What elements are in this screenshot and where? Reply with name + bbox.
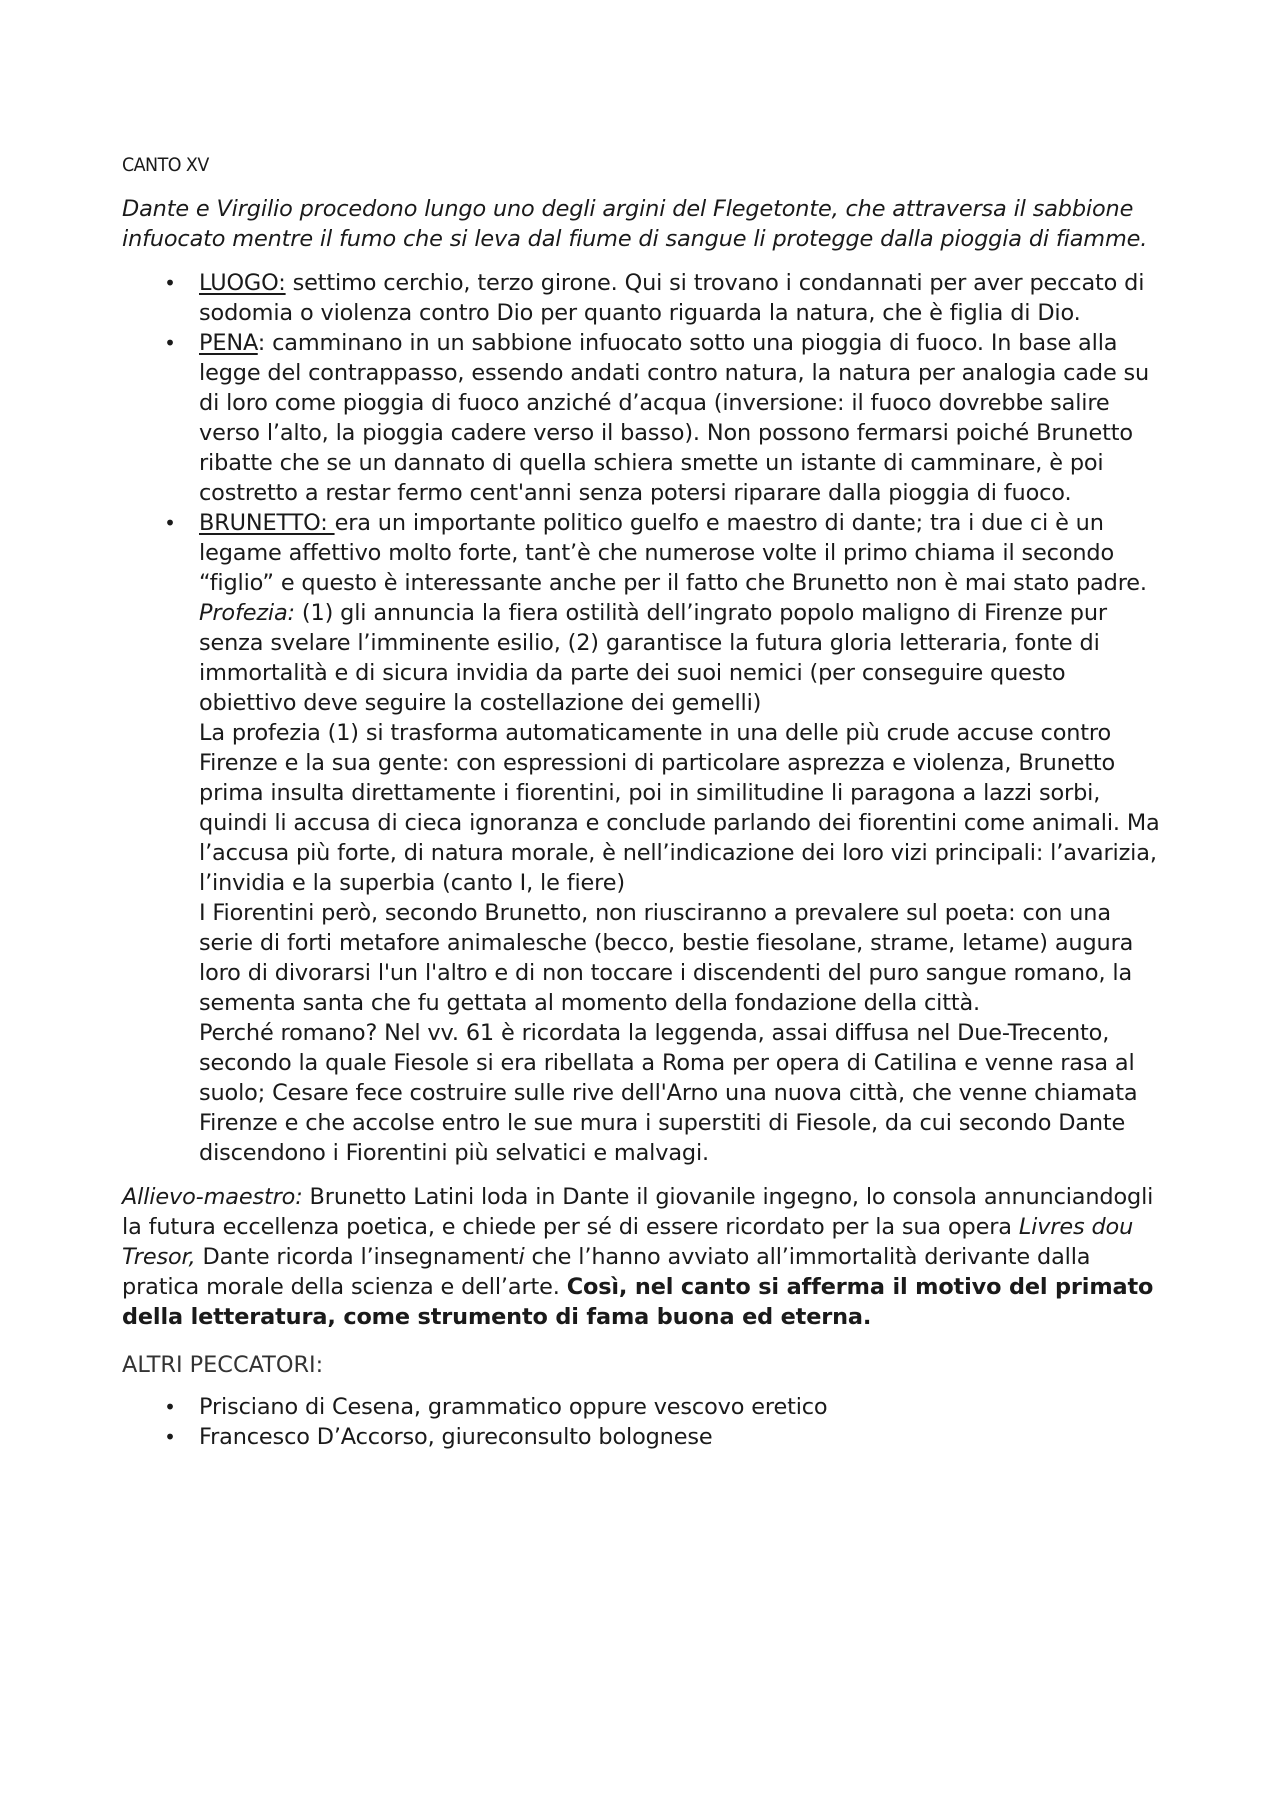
profezia-paragraph xyxy=(199,598,1160,718)
allievo-bold-text: Così, nel canto si afferma il motivo del primato della letteratura, come strumento di fama buona ed eterna. xyxy=(122,1274,1154,1330)
luogo-label: LUOGO: xyxy=(199,270,286,296)
allievo-text-2: Dante ricorda l’insegnament xyxy=(195,1244,519,1270)
allievo-text-1: Brunetto Latini loda in Dante il giovanile ingegno, lo consola annunciandogli la futura eccellenza poetica, e chiede per sé di essere ricordato per la sua opera xyxy=(122,1184,1154,1240)
bullet-icon: • xyxy=(164,271,176,295)
brunetto-text: era un importante politico guelfo e maestro di dante; tra i due ci è un legame affettivo molto forte, tant’è che numerose volte il primo chiama il secondo “figlio” e questo è interessante anche per il fatto che Brunetto non è mai stato padre. xyxy=(199,510,1147,596)
list-item xyxy=(122,1392,1160,1422)
list-item-brunetto xyxy=(122,508,1160,1168)
allievo-maestro-paragraph xyxy=(122,1182,1160,1332)
altri-peccatori-heading: ALTRI PECCATORI: xyxy=(122,1352,324,1378)
list-item-text: Francesco D’Accorso, giureconsulto bolognese xyxy=(199,1424,713,1450)
profezia-text: (1) gli annuncia la fiera ostilità dell’ingrato popolo maligno di Firenze pur senza svelare l’imminente esilio, (2) garantisce la futura gloria letteraria, fonte di immortalità e di sicura invidia da parte dei suoi nemici (per conseguire questo obiettivo deve seguire la costellazione dei gemelli) xyxy=(199,600,1107,716)
main-bullet-list xyxy=(122,268,1160,1168)
list-item-text: Prisciano di Cesena, grammatico oppure vescovo eretico xyxy=(199,1394,828,1420)
list-item xyxy=(122,1422,1160,1452)
bullet-icon: • xyxy=(164,331,176,355)
bullet-icon: • xyxy=(164,1425,176,1449)
luogo-text: settimo cerchio, terzo girone. Qui si trovano i condannati per aver peccato di sodomia o violenza contro Dio per quanto riguarda la natura, che è figlia di Dio. xyxy=(199,270,1145,326)
allievo-text-3: che l’hanno avviato all’immortalità derivante dalla pratica morale della scienza e dell’arte. xyxy=(122,1244,1091,1300)
page-title: CANTO XV xyxy=(122,154,209,176)
bullet-icon: • xyxy=(164,511,176,535)
brunetto-paragraph-4: Perché romano? Nel vv. 61 è ricordata la leggenda, assai diffusa nel Due-Trecento, secondo la quale Fiesole si era ribellata a Roma per opera di Catilina e venne rasa al suolo; Cesare fece costruire sulle rive dell'Arno una nuova città, che venne chiamata Firenze e che accolse entro le sue mura i superstiti di Fiesole, da cui secondo Dante discendono i Fiorentini più selvatici e malvagi. xyxy=(199,1020,1138,1166)
allievo-work-title: Livres dou Tresor, xyxy=(122,1214,1134,1270)
brunetto-paragraph-3: I Fiorentini però, secondo Brunetto, non riusciranno a prevalere sul poeta: con una serie di forti metafore animalesche (becco, bestie fiesolane, strame, letame) augura loro di divorarsi l'un l'altro e di non toccare i discendenti del puro sangue romano, la sementa santa che fu gettata al momento della fondazione della città. xyxy=(199,900,1134,1016)
bullet-icon: • xyxy=(164,1395,176,1419)
pena-text: : camminano in un sabbione infuocato sotto una pioggia di fuoco. In base alla legge del contrappasso, essendo andati contro natura, la natura per analogia cade su di loro come pioggia di fuoco anziché d’acqua (inversione: il fuoco dovrebbe salire verso l’alto, la pioggia cadere verso il basso). Non possono fermarsi poiché Brunetto ribatte che se un dannato di quella schiera smette un istante di camminare, è poi costretto a restar fermo cent'anni senza potersi riparare dalla pioggia di fuoco. xyxy=(199,330,1150,506)
list-item-luogo xyxy=(122,268,1160,328)
intro-paragraph: Dante e Virgilio procedono lungo uno degli argini del Flegetonte, che attraversa il sabbione infuocato mentre il fumo che si leva dal fiume di sangue li protegge dalla pioggia di fiamme. xyxy=(122,196,1148,252)
allievo-i-letter: i xyxy=(518,1244,525,1270)
altri-peccatori-list xyxy=(122,1392,1160,1452)
allievo-label: Allievo-maestro: xyxy=(122,1184,303,1210)
brunetto-paragraph-2: La profezia (1) si trasforma automaticamente in una delle più crude accuse contro Firenze e la sua gente: con espressioni di particolare asprezza e violenza, Brunetto prima insulta direttamente i fiorentini, poi in similitudine li paragona a lazzi sorbi, quindi li accusa di cieca ignoranza e conclude parlando dei fiorentini come animali. Ma l’accusa più forte, di natura morale, è nell’indicazione dei loro vizi principali: l’avarizia, l’invidia e la superbia (canto I, le fiere) xyxy=(199,720,1160,896)
pena-label: PENA xyxy=(199,330,258,356)
profezia-label: Profezia: xyxy=(199,600,295,626)
brunetto-label: BRUNETTO: xyxy=(199,510,335,536)
list-item-pena xyxy=(122,328,1160,508)
